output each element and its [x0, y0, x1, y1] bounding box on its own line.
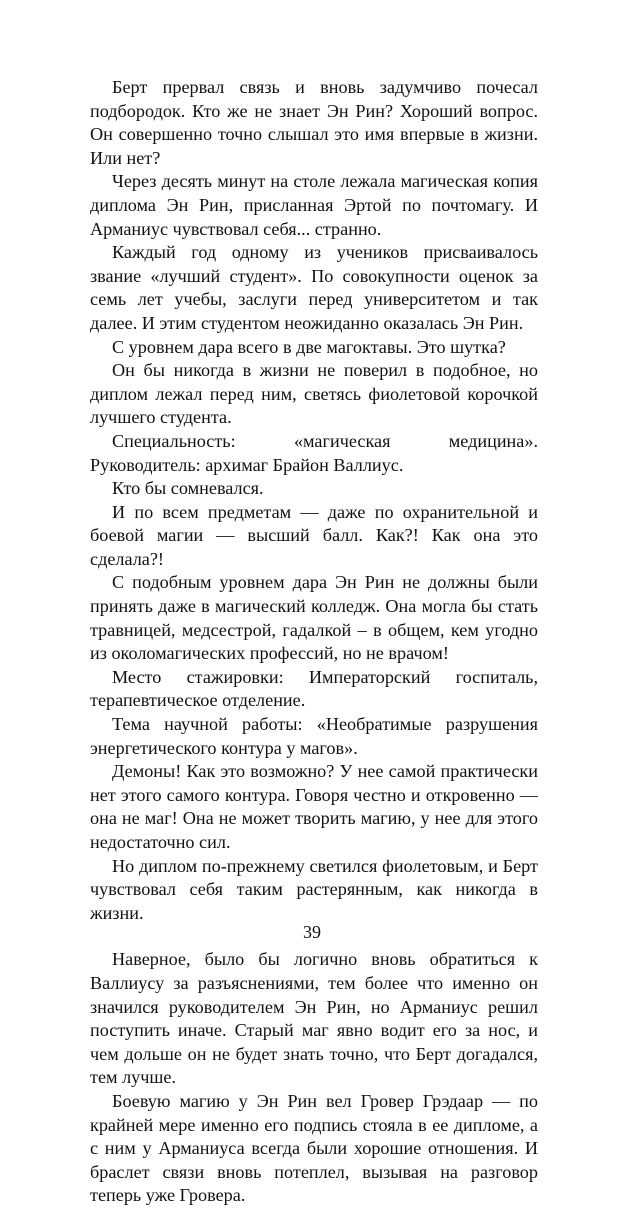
paragraph: Но диплом по-прежнему светился фиолетовым, и Берт чувствовал себя таким растерянным, как никогда в жизни.	[90, 855, 538, 923]
paragraph: Демоны! Как это возможно? У нее самой практически нет этого самого контура. Говоря честно и откровенно — она не маг! Она не может творить магию, у нее для этого недостаточно сил.	[90, 761, 538, 852]
paragraph: Боевую магию у Эн Рин вел Гровер Грэдаар — по крайней мере именно его подпись стояла в ее дипломе, а с ним у Арманиуса всегда были хорошие отношения. И браслет связи вновь потеплел, вызывая на разговор теперь уже Гровера.	[90, 1090, 538, 1206]
paragraph: Берт прервал связь и вновь задумчиво почесал подбородок. Кто же не знает Эн Рин? Хороший вопрос. Он совершенно точно слышал это имя впервые в жизни. Или нет?	[90, 77, 538, 168]
paragraph: Тема научной работы: «Необратимые разрушения энергетического контура у магов».	[90, 714, 538, 758]
paragraph: Он бы никогда в жизни не поверил в подобное, но диплом лежал перед ним, светясь фиолетовой корочкой лучшего студента.	[90, 360, 538, 428]
book-page-text	[90, 76, 538, 1208]
paragraph: Наверное, было бы логично вновь обратиться к Валлиусу за разъяснениями, тем более что именно он значился руководителем Эн Рин, но Арманиус решил поступить иначе. Старый маг явно водит его за нос, и чем дольше он не будет знать точно, что Берт догадался, тем лучше.	[90, 949, 538, 1088]
paragraph: Через десять минут на столе лежала магическая копия диплома Эн Рин, присланная Эртой по почтомагу. И Арманиус чувствовал себя... странно.	[90, 171, 538, 239]
paragraph: Место стажировки: Императорский госпиталь, терапевтическое отделение.	[90, 666, 538, 711]
paragraph: И по всем предметам — даже по охранительной и боевой магии — высший балл. Как?! Как она это сделала?!	[90, 501, 538, 569]
paragraph: Каждый год одному из учеников присваивалось звание «лучший студент». По совокупности оценок за семь лет учебы, заслуги перед университетом и так далее. И этим студентом неожиданно оказалась Эн Рин.	[90, 242, 538, 333]
paragraph: Специальность: «магическая медицина». Руководитель: архимаг Брайон Валлиус.	[90, 430, 538, 475]
paragraph: С подобным уровнем дара Эн Рин не должны были принять даже в магический колледж. Она могла бы стать травницей, медсестрой, гадалкой – в общем, кем угодно из околомагических профессий, но не врачом!	[90, 572, 538, 664]
paragraph: С уровнем дара всего в две магоктавы. Это шутка?	[112, 336, 506, 357]
paragraph: Кто бы сомневался.	[112, 478, 264, 499]
page-number: 39	[303, 922, 321, 942]
